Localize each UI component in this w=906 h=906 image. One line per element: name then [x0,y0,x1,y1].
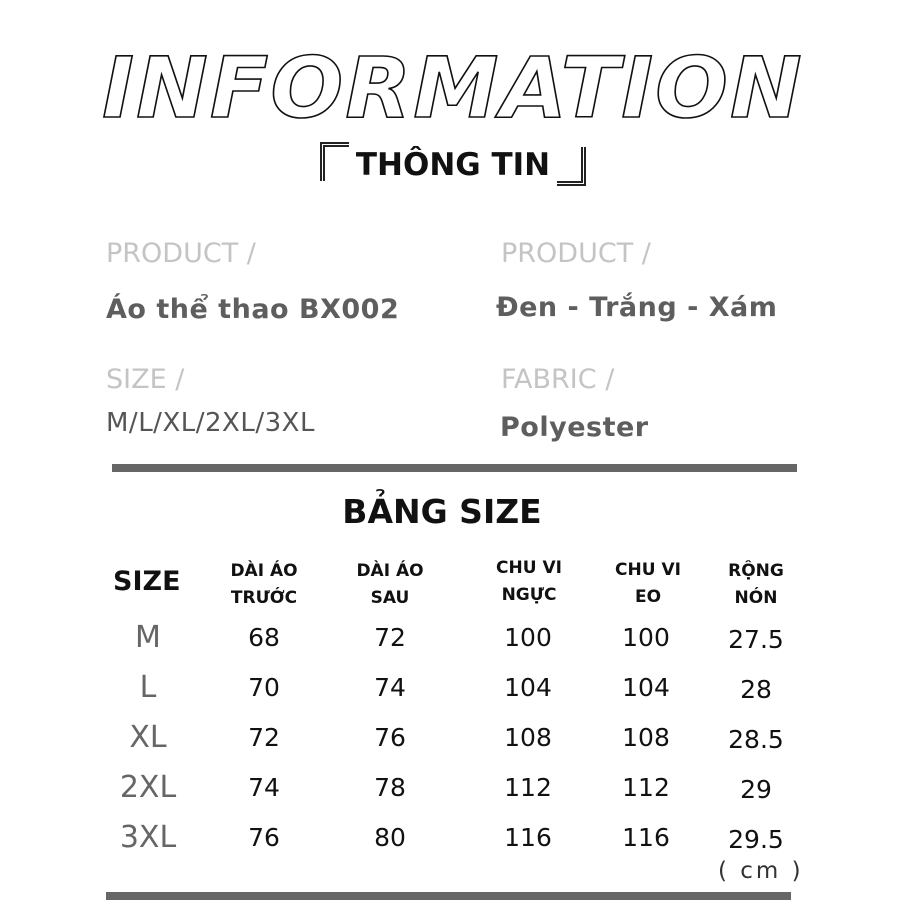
divider-top [112,464,797,472]
corner-bracket-top-left-icon [320,142,349,181]
header-line: CHU VI [615,560,681,580]
cell: 108 [622,723,670,752]
headline-information: INFORMATION [102,39,804,137]
cell: 70 [248,673,280,702]
cell: 112 [622,773,670,802]
color-label: PRODUCT / [501,238,651,269]
col-header-hood-width [706,558,806,612]
fabric-value: Polyester [500,412,649,443]
product-label: PRODUCT / [106,238,256,269]
cell: 116 [622,823,670,852]
col-header-chest [479,555,579,609]
subtitle-text: THÔNG TIN [355,147,551,183]
fabric-label: FABRIC / [501,364,615,395]
header-line: SAU [370,588,410,608]
cell: 72 [374,623,406,652]
product-value: Áo thể thao BX002 [106,294,400,325]
size-value: M/L/XL/2XL/3XL [106,408,315,438]
cell: 28.5 [728,725,784,754]
cell: 74 [248,773,280,802]
cell: 76 [374,723,406,752]
cell-size: XL [129,720,167,755]
cell: 108 [504,723,552,752]
corner-bracket-bottom-right-icon [557,147,586,186]
header-line: TRƯỚC [230,588,298,608]
header-line: CHU VI [496,558,562,578]
col-header-size: SIZE [113,566,181,597]
cell: 100 [622,623,670,652]
unit-label: ( cm ) [718,858,804,884]
size-label: SIZE / [106,364,185,395]
cell: 100 [504,623,552,652]
cell-size: L [139,670,157,705]
cell-size: M [135,620,161,655]
divider-bottom [106,892,791,900]
cell: 80 [374,823,406,852]
cell-size: 3XL [119,820,177,855]
size-chart-title: BẢNG SIZE [342,492,542,531]
cell: 27.5 [728,625,784,654]
header-line: NGỰC [501,585,557,605]
cell: 68 [248,623,280,652]
header-line: NÓN [734,588,778,608]
col-header-waist [598,557,698,611]
cell: 74 [374,673,406,702]
cell: 104 [504,673,552,702]
col-header-front-length [214,558,314,612]
color-value: Đen - Trắng - Xám [496,292,778,323]
cell: 104 [622,673,670,702]
cell: 112 [504,773,552,802]
cell: 72 [248,723,280,752]
cell: 76 [248,823,280,852]
cell: 116 [504,823,552,852]
header-line: EO [634,587,662,607]
cell: 78 [374,773,406,802]
cell: 29.5 [728,825,784,854]
col-header-back-length [340,558,440,612]
cell: 28 [740,675,772,704]
header-line: DÀI ÁO [230,561,298,581]
cell-size: 2XL [119,770,177,805]
cell: 29 [740,775,772,804]
header-line: RỘNG [728,561,784,581]
header-line: DÀI ÁO [356,561,424,581]
subtitle [0,140,906,190]
